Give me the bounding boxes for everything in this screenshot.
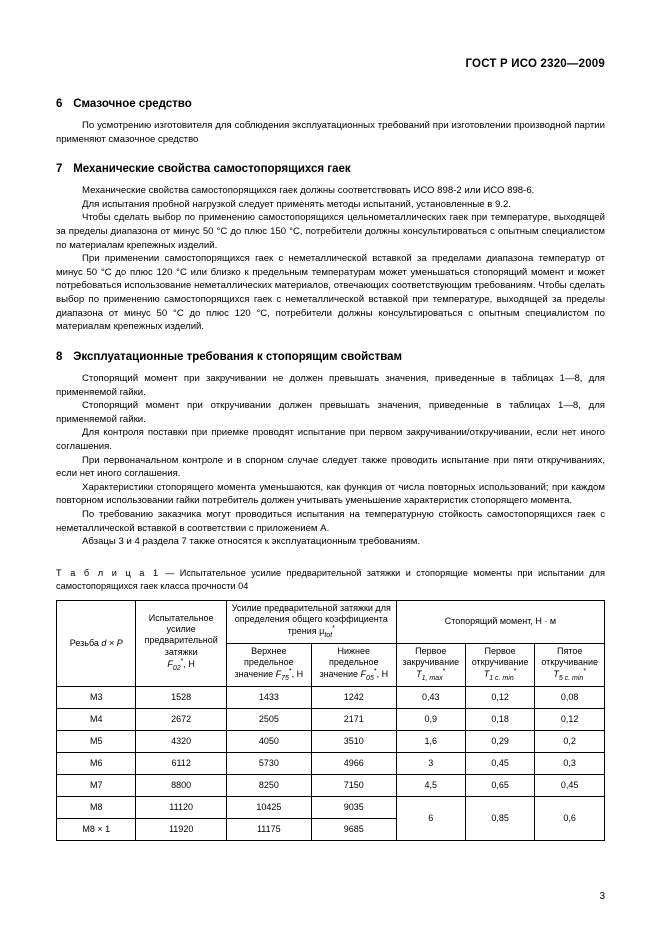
cell-lower: 3510	[311, 730, 396, 752]
section-8-title: Эксплуатационные требования к стопорящим свойствам	[73, 350, 403, 363]
cell-upper: 5730	[226, 752, 311, 774]
cell-t1-out: 0,18	[465, 708, 535, 730]
section-7	[56, 163, 605, 334]
cell-t5-out: 0,12	[535, 708, 605, 730]
table-caption-text: — Испытательное усилие предварительной затяжки и стопорящие моменты при испытании для самостопорящихся гаек класса прочности 04	[56, 567, 605, 591]
section-8-heading	[56, 351, 605, 363]
cell-t1-in: 1,6	[396, 730, 465, 752]
table-caption-label: Т а б л и ц а 1	[56, 567, 160, 578]
section-7-heading	[56, 163, 605, 175]
cell-thread: М4	[57, 708, 136, 730]
table-header-row-1	[57, 600, 605, 643]
section-8-paragraph-5: Характеристики стопорящего момента уменьшаются, как функция от числа повторных использований; при каждом повторном использовании гайки потребитель должен учитывать уменьшение характеристик стопорящего момента.	[56, 481, 605, 507]
cell-force: 8800	[136, 774, 226, 796]
section-7-number: 7	[56, 163, 63, 176]
th-preload-force: Испытательное усилие предварительной затяжки $F_{02}^*$, Н	[136, 600, 226, 686]
cell-t1-out: 0,45	[465, 752, 535, 774]
section-6-title: Смазочное средство	[73, 98, 192, 110]
section-7-paragraph-3: Чтобы сделать выбор по применению самостопорящихся цельнометаллических гаек при температуре, выходящей за пределы диапазона от минус 50 °С до плюс 150 °С, потребители должны консультироваться с опытным специалистом по материалам крепежных изделий.	[56, 212, 605, 251]
th-group-torque: Стопорящий момент, Н · м	[396, 600, 604, 643]
section-7-title: Механические свойства самостопорящихся гаек	[73, 163, 351, 176]
section-7-paragraph-2: Для испытания пробной нагрузкой следует применять методы испытаний, установленные в 9.2.	[82, 198, 512, 210]
th-fifth-loosening: Пятое откручивание $T_{5 с. min}^*$	[535, 643, 605, 686]
section-6-heading	[56, 98, 605, 110]
cell-force: 1528	[136, 686, 226, 708]
section-8-paragraph-7: Абзацы 3 и 4 раздела 7 также относятся к эксплуатационным требованиям.	[82, 536, 421, 548]
section-6-paragraph-1: По усмотрению изготовителя для соблюдения эксплуатационных требований при изготовлении производной партии применяют смазочное средство	[56, 120, 605, 145]
cell-t5-out: 0,3	[535, 752, 605, 774]
section-8-paragraph-2: Стопорящий момент при откручивании должен превышать значения, приведенные в таблицах 1—8, для применяемой гайки.	[56, 400, 605, 425]
cell-thread: М8 × 1	[57, 818, 136, 840]
cell-force: 2672	[136, 708, 226, 730]
cell-t5-out-merged: 0,6	[535, 796, 605, 840]
table-head	[57, 600, 605, 686]
section-8-number: 8	[56, 350, 63, 363]
section-8	[56, 351, 605, 549]
th-first-loosening: Первое откручивание $T_{1 с. min}^*$	[465, 643, 535, 686]
cell-t1-in: 3	[396, 752, 465, 774]
section-8-paragraph-6: По требованию заказчика могут проводиться испытания на температурную стойкость самостопорящихся гаек с неметаллической вставкой в соответствии с приложением А.	[56, 509, 605, 534]
cell-t1-in: 0,9	[396, 708, 465, 730]
section-6	[56, 98, 605, 146]
table-row	[57, 752, 605, 774]
table-row	[57, 708, 605, 730]
cell-lower: 1242	[311, 686, 396, 708]
table-row	[57, 730, 605, 752]
th-thread: Резьба d × P	[57, 600, 136, 686]
table-row	[57, 796, 605, 818]
cell-upper: 11175	[226, 818, 311, 840]
cell-t5-out: 0,2	[535, 730, 605, 752]
cell-t1-in: 0,43	[396, 686, 465, 708]
locking-torque-table	[56, 600, 605, 841]
cell-t1-in-merged: 6	[396, 796, 465, 840]
cell-thread: М7	[57, 774, 136, 796]
section-6-number: 6	[56, 98, 63, 110]
cell-lower: 2171	[311, 708, 396, 730]
cell-t1-out-merged: 0,85	[465, 796, 535, 840]
cell-t1-out: 0,12	[465, 686, 535, 708]
cell-thread: М6	[57, 752, 136, 774]
cell-t1-out: 0,65	[465, 774, 535, 796]
table-row	[57, 774, 605, 796]
table-row	[57, 686, 605, 708]
cell-force: 4320	[136, 730, 226, 752]
cell-lower: 7150	[311, 774, 396, 796]
th-first-tightening: Первое закручивание $T_{1, max}^*$	[396, 643, 465, 686]
cell-t5-out: 0,08	[535, 686, 605, 708]
cell-upper: 2505	[226, 708, 311, 730]
th-lower-limit: Нижнее предельное значение $F_{05}^*$, Н	[311, 643, 396, 686]
cell-thread: М3	[57, 686, 136, 708]
cell-lower: 4966	[311, 752, 396, 774]
section-8-paragraph-4: При первоначальном контроле и в спорном случае следует также проводить испытание при пяти откручиваниях, если нет иного соглашения.	[56, 454, 605, 480]
cell-force: 11920	[136, 818, 226, 840]
cell-upper: 8250	[226, 774, 311, 796]
cell-force: 6112	[136, 752, 226, 774]
cell-lower: 9035	[311, 796, 396, 818]
th-upper-limit: Верхнее предельное значение $F_{75}^*$, Н	[226, 643, 311, 686]
section-8-paragraph-3: Для контроля поставки при приемке проводят испытание при первом закручивании/откручивании, если нет иного соглашения.	[56, 427, 605, 452]
cell-t5-out: 0,45	[535, 774, 605, 796]
cell-lower: 9685	[311, 818, 396, 840]
cell-thread: М8	[57, 796, 136, 818]
cell-t1-in: 4,5	[396, 774, 465, 796]
page-number: 3	[599, 891, 605, 902]
cell-thread: М5	[57, 730, 136, 752]
section-7-paragraph-1: Механические свойства самостопорящихся гаек должны соответствовать ИСО 898-2 или ИСО 898-6.	[82, 185, 535, 197]
document-header: ГОСТ Р ИСО 2320—2009	[465, 58, 605, 70]
th-group-friction: Усилие предварительной затяжки для определения общего коэффициента трения $\mu_{tot}^*$	[226, 600, 396, 643]
cell-force: 11120	[136, 796, 226, 818]
cell-t1-out: 0,29	[465, 730, 535, 752]
section-8-paragraph-1: Стопорящий момент при закручивании не должен превышать значения, приведенные в таблицах 1—8, для применяемой гайки.	[56, 372, 605, 398]
section-7-paragraph-4: При применении самостопорящихся гаек с неметаллической вставкой за пределами диапазона температур от минус 50 °С до плюс 120 °С или близко к предельным температурам может уменьшаться стопорящий момент и может потребоваться использование неметаллических материалов, отвечающих соответствующим требованиям. Чтобы сделать выбор по применению самостопорящихся гаек с неметаллической вставкой при температуре, выходящей за пределы диапазона от минус 50 °С до плюс 120 °С, потребители должны консультироваться с опытным специалистом по материалам крепежных изделий.	[56, 253, 605, 333]
table-caption	[56, 567, 605, 593]
cell-upper: 4050	[226, 730, 311, 752]
table-body	[57, 686, 605, 840]
cell-upper: 10425	[226, 796, 311, 818]
cell-upper: 1433	[226, 686, 311, 708]
